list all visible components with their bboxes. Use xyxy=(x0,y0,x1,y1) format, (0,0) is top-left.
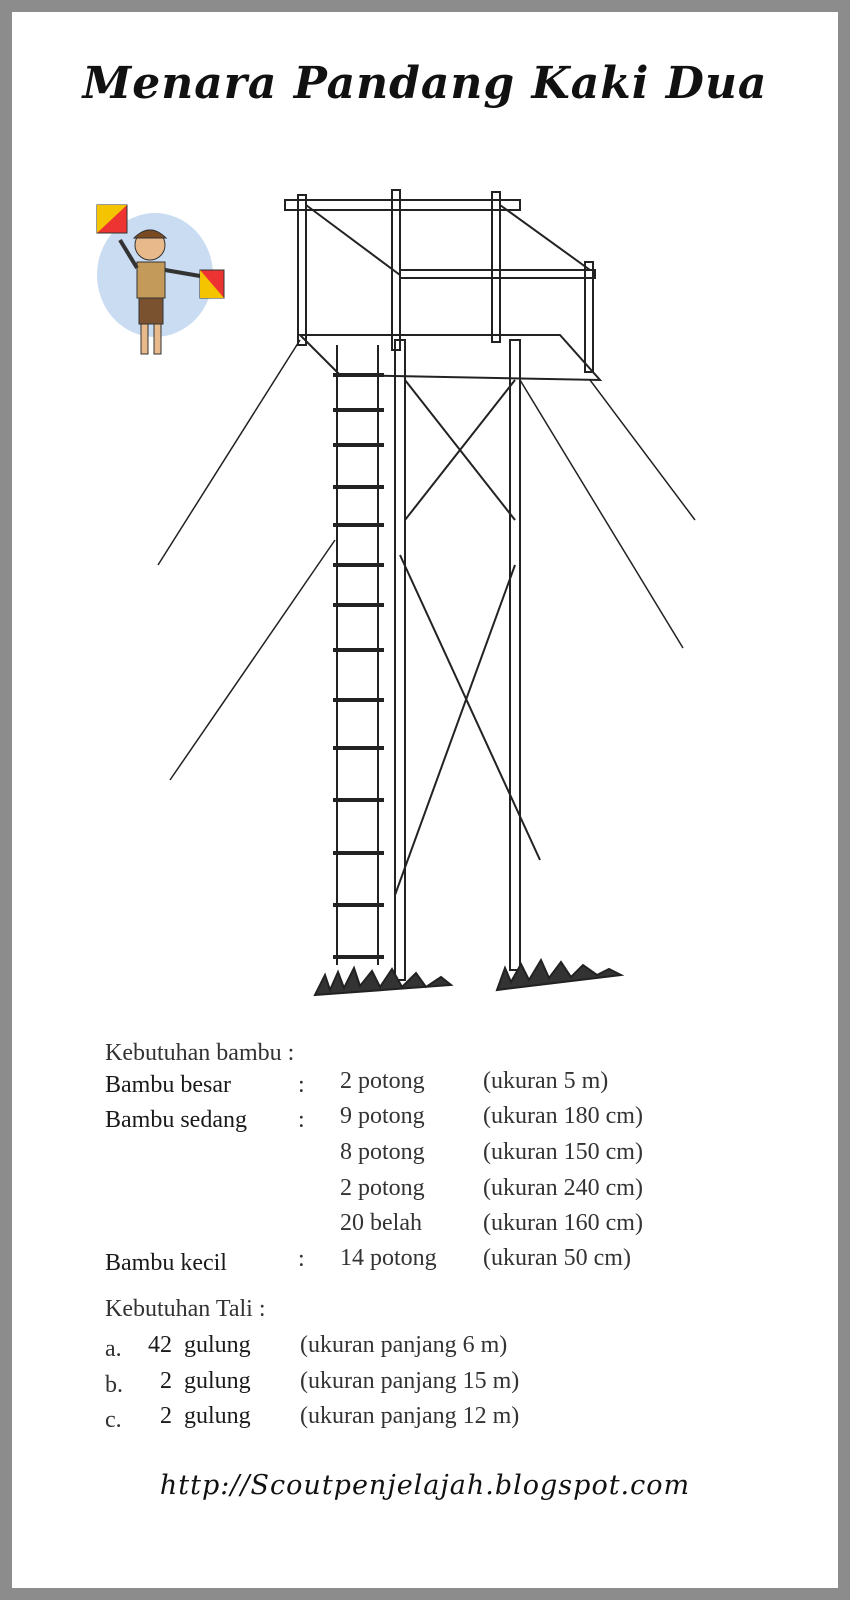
tali-heading: Kebutuhan Tali : xyxy=(105,1296,266,1322)
tali-size: (ukuran panjang 6 m) xyxy=(300,1332,508,1358)
tower-structure xyxy=(158,190,695,995)
bambu-colon: : xyxy=(298,1107,305,1133)
bambu-size: (ukuran 240 cm) xyxy=(483,1175,643,1201)
bambu-size: (ukuran 180 cm) xyxy=(483,1103,643,1129)
tali-unit: gulung xyxy=(184,1332,251,1358)
bambu-label: Bambu sedang xyxy=(105,1107,247,1133)
tali-qty: 2 xyxy=(160,1368,172,1394)
bambu-qty: 8 potong xyxy=(340,1139,425,1165)
bambu-size: (ukuran 5 m) xyxy=(483,1068,609,1094)
page-title: Menara Pandang Kaki Dua xyxy=(82,58,768,109)
scout-illustration xyxy=(97,205,224,354)
bambu-label: Bambu kecil xyxy=(105,1250,227,1276)
bambu-size: (ukuran 50 cm) xyxy=(483,1245,631,1271)
tali-size: (ukuran panjang 15 m) xyxy=(300,1368,520,1394)
footer-url: http://Scoutpenjelajah.blogspot.com xyxy=(159,1470,691,1501)
bambu-size: (ukuran 150 cm) xyxy=(483,1139,643,1165)
bambu-qty: 2 potong xyxy=(340,1175,425,1201)
tali-letter: c. xyxy=(105,1407,122,1433)
bambu-label: Bambu besar xyxy=(105,1072,231,1098)
bambu-heading: Kebutuhan bambu : xyxy=(105,1040,295,1066)
tali-qty: 2 xyxy=(160,1403,172,1429)
tali-letter: b. xyxy=(105,1372,123,1398)
bambu-colon: : xyxy=(298,1072,305,1098)
tali-qty: 42 xyxy=(148,1332,172,1358)
bambu-qty: 2 potong xyxy=(340,1068,425,1094)
bambu-qty: 14 potong xyxy=(340,1245,437,1271)
bambu-colon: : xyxy=(298,1246,305,1272)
tali-unit: gulung xyxy=(184,1368,251,1394)
tali-size: (ukuran panjang 12 m) xyxy=(300,1403,520,1429)
bambu-qty: 20 belah xyxy=(340,1210,422,1236)
bambu-size: (ukuran 160 cm) xyxy=(483,1210,643,1236)
tali-letter: a. xyxy=(105,1336,122,1362)
tali-unit: gulung xyxy=(184,1403,251,1429)
bambu-qty: 9 potong xyxy=(340,1103,425,1129)
